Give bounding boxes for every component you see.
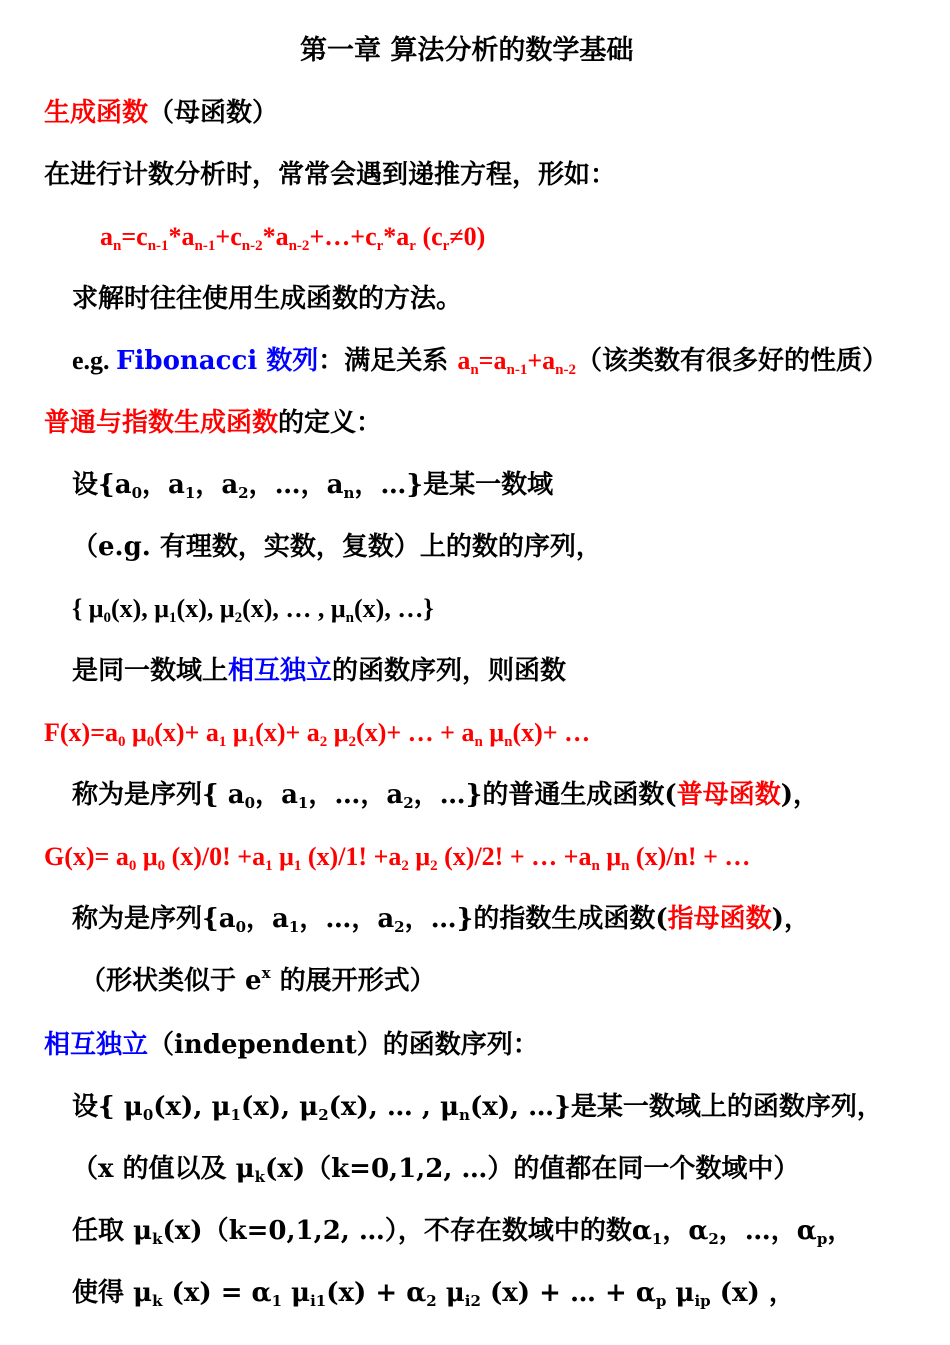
sub: n (343, 484, 355, 502)
eq-part: F(x)=a (44, 718, 119, 747)
eq-part: (c (415, 222, 443, 251)
eq-sub: 1 (265, 858, 273, 874)
sub: 1 (651, 1230, 663, 1248)
text-part: μ (666, 1278, 695, 1308)
ordinary-generating-function-equation (44, 716, 590, 750)
sub: k (254, 1168, 266, 1186)
eq-part: +c (215, 222, 242, 251)
eq-part: (x)+ … + a (356, 718, 475, 747)
eq-sub: n-1 (506, 362, 528, 378)
eq-sub: n (591, 858, 600, 874)
text-part: (x) + … + α (480, 1278, 656, 1308)
text-part: ，…，a (248, 470, 344, 500)
text-part: ，…}是某一数域 (354, 470, 554, 500)
text-part: 使得 μ (72, 1278, 153, 1308)
eq-part: ≠0) (449, 222, 486, 251)
eq-sub: r (376, 238, 384, 254)
eq-part: (x)/2! + … +a (437, 842, 592, 871)
eq-sub: n (504, 734, 513, 750)
eq-part: (x)/n! + … (629, 842, 751, 871)
fib-note: （该类数有很多好的性质） (576, 346, 889, 376)
eq-sub: r (409, 238, 416, 254)
text-part: { μ (72, 594, 104, 623)
text-part: (x) ， (710, 1278, 795, 1308)
sub: 1 (230, 1106, 241, 1124)
eq-part: =c (121, 222, 148, 251)
eq-part: μ (136, 842, 158, 871)
fib-mid: ：满足关系 (318, 346, 458, 376)
sub: n (459, 1106, 470, 1124)
text-part: )， (780, 780, 820, 810)
solve-line: 求解时往往使用生成函数的方法。 (72, 284, 463, 314)
sub: 2 (403, 794, 414, 812)
text-part: ，…，a (299, 904, 395, 934)
eg-prefix: e.g. (72, 346, 117, 375)
eq-part: (x)/0! +a (165, 842, 266, 871)
recurrence-equation (100, 220, 485, 254)
independent-heading-text: 相互独立 (44, 1030, 149, 1060)
eq-sub: 2 (319, 734, 328, 750)
text-part: (x), μ (240, 1092, 319, 1122)
eq-sub: n (474, 734, 483, 750)
sub: 0 (142, 1106, 154, 1124)
text-part: ，α (662, 1216, 709, 1246)
eq-part: *a (168, 222, 195, 251)
text-part: (x)（k=0,1,2, …），不存在数域中的数α (162, 1216, 652, 1246)
eq-part: μ (327, 718, 349, 747)
eq-sub: 2 (348, 734, 357, 750)
text-part: (x), μ (110, 594, 170, 623)
sub: 2 (318, 1106, 329, 1124)
text-part: (x), μ (176, 594, 235, 623)
text-part: 设{a (72, 470, 132, 500)
eq-sub: 1 (293, 858, 302, 874)
text-part: （x 的值以及 μ (72, 1154, 255, 1184)
eq-part: a (457, 346, 471, 375)
take-line (72, 1214, 853, 1248)
eq-sub: n-1 (147, 238, 169, 254)
independent-term: 相互独立 (228, 656, 333, 686)
text-part: ，…}的指数生成函数( (404, 904, 668, 934)
sub: i1 (310, 1292, 327, 1310)
recurrence-intro: 在进行计数分析时，常常会遇到递推方程，形如： (44, 160, 617, 190)
eq-sub: n (621, 858, 630, 874)
sub: p (816, 1230, 828, 1248)
sub: 1 (297, 794, 309, 812)
eg-line: （e.g. 有理数，实数，复数）上的数的序列， (72, 532, 602, 562)
independent-heading (44, 1028, 539, 1062)
text-part: ，a (195, 470, 239, 500)
definition-heading-suffix: 的定义： (278, 408, 383, 438)
sub: 1 (184, 484, 196, 502)
text-part: 称为是序列{a (72, 904, 236, 934)
eq-sub: n-2 (555, 362, 576, 378)
eq-sub: 0 (146, 734, 155, 750)
sub: 1 (288, 918, 300, 936)
generating-function-heading (44, 96, 278, 130)
fibonacci-term: Fibonacci 数列 (116, 346, 319, 376)
value-line (72, 1152, 799, 1186)
definition-heading (44, 406, 382, 440)
text-part: 设{ μ (72, 1092, 143, 1122)
fibonacci-line (72, 344, 888, 378)
eq-part: μ (272, 842, 294, 871)
text-part: ， (827, 1216, 854, 1246)
eq-sub: 0 (118, 734, 126, 750)
eq-sub: n-2 (241, 238, 263, 254)
eq-sub: n (113, 238, 122, 254)
sub: 2 (238, 484, 249, 502)
text-part: (x), … , μ (242, 594, 346, 623)
sub: 2 (708, 1230, 719, 1248)
sub: 2 (426, 1292, 437, 1310)
eq-part: =a (478, 346, 507, 375)
definition-heading-text: 普通与指数生成函数 (44, 408, 279, 438)
eq-part: G(x)= a (44, 842, 129, 871)
text-part: (x) = α (162, 1278, 272, 1308)
text-part: 的展开形式） (270, 966, 436, 996)
eq-part: (x)+ … (512, 718, 591, 747)
eq-part: μ (125, 718, 147, 747)
sub: 0 (235, 918, 247, 936)
text-part: ，a (255, 780, 298, 810)
text-part: μ (436, 1278, 465, 1308)
eq-part: (x)+ a (255, 718, 320, 747)
sup: x (261, 964, 271, 982)
text-part: ，…，a (308, 780, 404, 810)
eq-part: *a (262, 222, 289, 251)
heading-text: 生成函数 (44, 98, 149, 128)
eq-part: +a (527, 346, 556, 375)
fib-equation (457, 346, 576, 378)
text-part: μ (282, 1278, 311, 1308)
text-part: (x)（k=0,1,2, …）的值都在同一个数域中） (265, 1154, 800, 1184)
eq-sub: 1 (218, 734, 227, 750)
text-part: 的函数序列，则函数 (332, 656, 567, 686)
independent-line (72, 654, 566, 688)
sub: 1 (169, 610, 177, 626)
heading-paren: （母函数） (148, 98, 279, 128)
eq-sub: 2 (401, 858, 409, 874)
mu-sequence (72, 592, 434, 626)
independent-heading-suffix: （independent）的函数序列： (148, 1030, 539, 1060)
page-title: 第一章 算法分析的数学基础 (300, 35, 634, 66)
eq-sub: n (470, 362, 479, 378)
eq-part: μ (226, 718, 248, 747)
eq-sub: n-2 (288, 238, 310, 254)
sub: 2 (394, 918, 405, 936)
eq-sub: n-1 (194, 238, 216, 254)
text-part: ，…，α (718, 1216, 817, 1246)
exponential-generating-function-equation (44, 840, 750, 874)
text-part: (x), … , μ (328, 1092, 460, 1122)
sub: k (152, 1292, 163, 1310)
eq-part: μ (482, 718, 505, 747)
text-part: 称为是序列{ a (72, 780, 245, 810)
sub: 2 (234, 610, 243, 626)
exponential-description (72, 902, 810, 936)
text-part: (x), μ (153, 1092, 231, 1122)
sub: k (152, 1230, 163, 1248)
eq-sub: 0 (157, 858, 166, 874)
text-part: 是同一数域上 (72, 656, 229, 686)
eq-part: *a (383, 222, 410, 251)
sub: 0 (131, 484, 143, 502)
set-line (72, 468, 553, 502)
eq-part: a (100, 222, 113, 251)
sub: 0 (103, 610, 111, 626)
text-part: )， (771, 904, 810, 934)
make-line (72, 1276, 795, 1310)
text-part: ，…}的普通生成函数( (413, 780, 677, 810)
sub: 0 (244, 794, 256, 812)
sub: i2 (464, 1292, 481, 1310)
shape-line (80, 964, 436, 998)
eq-sub: 1 (247, 734, 256, 750)
ordinary-term: 普母函数 (676, 780, 781, 810)
eq-sub: 0 (128, 858, 137, 874)
text-part: ，a (142, 470, 185, 500)
eq-part: μ (408, 842, 431, 871)
text-part: 任取 μ (72, 1216, 153, 1246)
sub: n (345, 610, 355, 626)
sub: ip (694, 1292, 711, 1310)
eq-sub: r (442, 238, 450, 254)
text-part: (x), …}是某一数域上的函数序列， (469, 1092, 883, 1122)
text-part: （形状类似于 e (80, 966, 262, 996)
sub: p (655, 1292, 667, 1310)
eq-part: (x)/1! +a (301, 842, 402, 871)
eq-part: μ (599, 842, 622, 871)
text-part: ，a (246, 904, 289, 934)
text-part: (x), …} (354, 594, 434, 623)
exponential-term: 指母函数 (667, 904, 772, 934)
eq-sub: 2 (430, 858, 438, 874)
text-part: (x) + α (326, 1278, 427, 1308)
set-mu-line (72, 1090, 883, 1124)
eq-part: (x)+ a (154, 718, 219, 747)
sub: 1 (271, 1292, 282, 1310)
ordinary-description (72, 778, 819, 812)
eq-part: +…+c (309, 222, 377, 251)
